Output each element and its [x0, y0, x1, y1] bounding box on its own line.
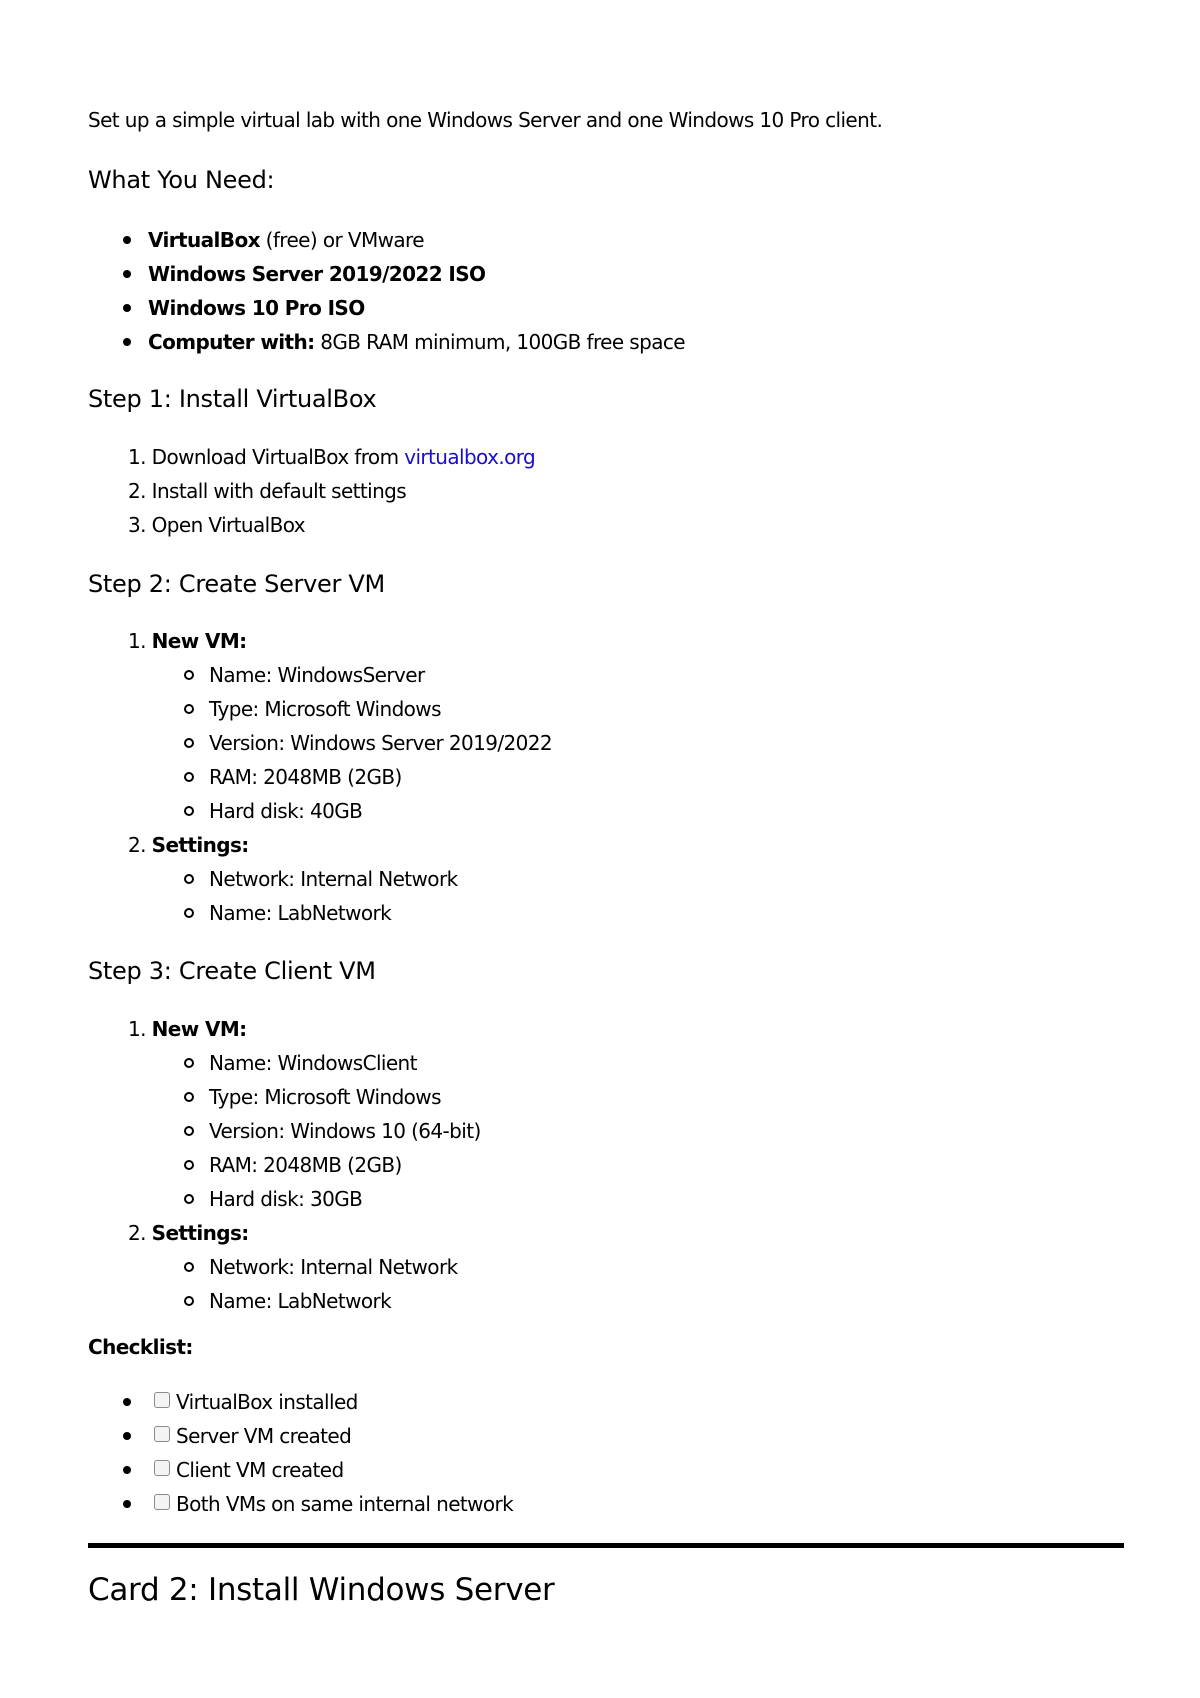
list-item: 2. Install with default settings	[128, 479, 407, 503]
circle-bullet-icon	[184, 806, 194, 816]
checklist-item: VirtualBox installed	[88, 1385, 513, 1419]
checklist-item: Both VMs on same internal network	[88, 1487, 513, 1521]
circle-bullet-icon	[184, 738, 194, 748]
list-item: Computer with: 8GB RAM minimum, 100GB free space	[88, 325, 685, 359]
checkbox[interactable]	[154, 1392, 170, 1408]
sub-list-item: Name: LabNetwork	[88, 1284, 481, 1318]
sub-list-item: Type: Microsoft Windows	[88, 692, 552, 726]
circle-bullet-icon	[184, 670, 194, 680]
circle-bullet-icon	[184, 1160, 194, 1170]
sub-list-item: Hard disk: 30GB	[88, 1182, 481, 1216]
circle-bullet-icon	[184, 1296, 194, 1306]
bullet-icon	[123, 338, 131, 346]
step1-heading: Step 1: Install VirtualBox	[88, 385, 377, 413]
list-item: 1. New VM:	[128, 1017, 247, 1041]
list-item: Windows 10 Pro ISO	[88, 291, 685, 325]
bullet-icon	[123, 1466, 131, 1474]
what-you-need-heading: What You Need:	[88, 166, 275, 194]
circle-bullet-icon	[184, 1194, 194, 1204]
list-item: VirtualBox (free) or VMware	[88, 223, 685, 257]
checklist-item: Client VM created	[88, 1453, 513, 1487]
circle-bullet-icon	[184, 1126, 194, 1136]
bullet-icon	[123, 270, 131, 278]
list-item: Windows Server 2019/2022 ISO	[88, 257, 685, 291]
virtualbox-link[interactable]: virtualbox.org	[404, 445, 536, 469]
sub-list-item: Network: Internal Network	[88, 862, 552, 896]
circle-bullet-icon	[184, 772, 194, 782]
list-item: 2. Settings:	[128, 833, 249, 857]
checkbox[interactable]	[154, 1426, 170, 1442]
step3-list	[88, 1012, 481, 1318]
horizontal-divider	[88, 1543, 1124, 1548]
what-you-need-list	[88, 223, 685, 359]
bullet-icon	[123, 304, 131, 312]
checklist	[88, 1385, 513, 1521]
step2-heading: Step 2: Create Server VM	[88, 570, 385, 598]
sub-list-item: Version: Windows Server 2019/2022	[88, 726, 552, 760]
sub-list-item: Type: Microsoft Windows	[88, 1080, 481, 1114]
circle-bullet-icon	[184, 908, 194, 918]
step1-list	[88, 440, 535, 542]
sub-list-item: Name: WindowsClient	[88, 1046, 481, 1080]
checklist-item: Server VM created	[88, 1419, 513, 1453]
bullet-icon	[123, 1500, 131, 1508]
bullet-icon	[123, 1398, 131, 1406]
intro-text: Set up a simple virtual lab with one Windows Server and one Windows 10 Pro client.	[88, 108, 883, 132]
bullet-icon	[123, 1432, 131, 1440]
sub-list-item: Name: LabNetwork	[88, 896, 552, 930]
sub-list-item: RAM: 2048MB (2GB)	[88, 1148, 481, 1182]
list-item: 1. Download VirtualBox from virtualbox.org	[128, 445, 536, 469]
list-item: 3. Open VirtualBox	[128, 513, 305, 537]
list-item: 2. Settings:	[128, 1221, 249, 1245]
sub-list-item: Name: WindowsServer	[88, 658, 552, 692]
sub-list-item: Network: Internal Network	[88, 1250, 481, 1284]
sub-list-item: Hard disk: 40GB	[88, 794, 552, 828]
circle-bullet-icon	[184, 1262, 194, 1272]
checklist-heading: Checklist:	[88, 1335, 193, 1359]
step2-list	[88, 624, 552, 930]
sub-list-item: RAM: 2048MB (2GB)	[88, 760, 552, 794]
checkbox[interactable]	[154, 1494, 170, 1510]
card2-title: Card 2: Install Windows Server	[88, 1572, 555, 1608]
checkbox[interactable]	[154, 1460, 170, 1476]
sub-list-item: Version: Windows 10 (64-bit)	[88, 1114, 481, 1148]
circle-bullet-icon	[184, 874, 194, 884]
step3-heading: Step 3: Create Client VM	[88, 957, 376, 985]
circle-bullet-icon	[184, 1058, 194, 1068]
bullet-icon	[123, 236, 131, 244]
circle-bullet-icon	[184, 1092, 194, 1102]
circle-bullet-icon	[184, 704, 194, 714]
list-item: 1. New VM:	[128, 629, 247, 653]
